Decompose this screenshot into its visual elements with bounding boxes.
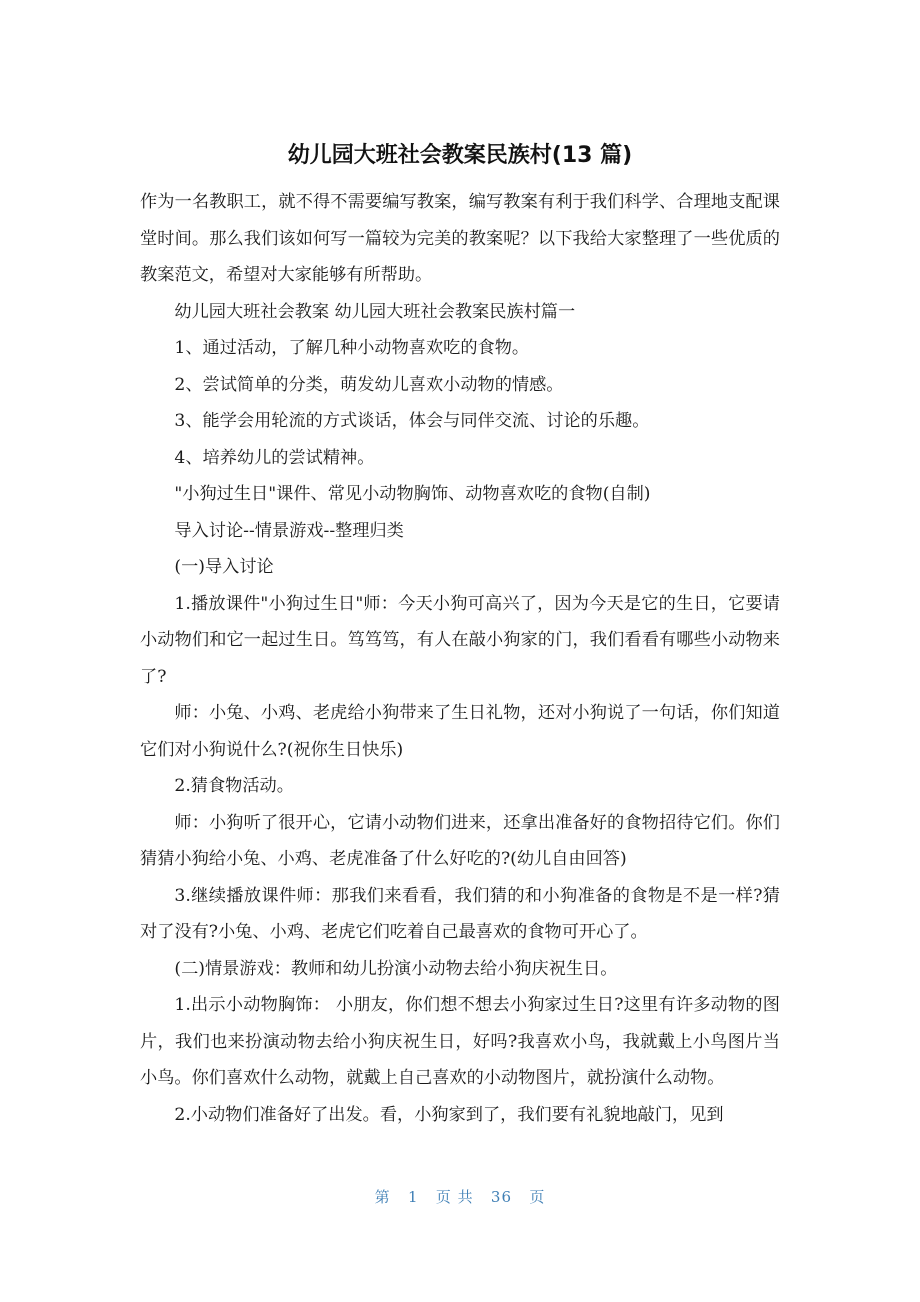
step-heading: (一)导入讨论 (174, 557, 274, 577)
section-heading: 幼儿园大班社会教案 幼儿园大班社会教案民族村篇一 (174, 301, 576, 322)
goal-item: 3、能学会用轮流的方式谈话，体会与同伴交流、讨论的乐趣。 (174, 411, 650, 431)
page-number-footer (0, 1186, 920, 1208)
goal-item: 1、通过活动，了解几种小动物喜欢吃的食物。 (174, 338, 530, 358)
body-paragraph: 师：小狗听了很开心，它请小动物们进来，还拿出准备好的食物招待它们。你们猜猜小狗给小兔、小鸡、老虎准备了什么好吃的?(幼儿自由回答) (140, 812, 780, 869)
process-outline: 导入讨论--情景游戏--整理归类 (174, 520, 404, 541)
goal-item: 2、尝试简单的分类，萌发幼儿喜欢小动物的情感。 (174, 374, 564, 395)
body-paragraph: 1.播放课件"小狗过生日"师：今天小狗可高兴了，因为今天是它的生日，它要请小动物们和它一起过生日。笃笃笃，有人在敲小狗家的门，我们看看有哪些小动物来了? (140, 593, 780, 687)
page-current: 1 (407, 1188, 419, 1206)
step-heading: (二)情景游戏：教师和幼儿扮演小动物去给小狗庆祝生日。 (174, 958, 618, 979)
body-paragraph: 2.猜食物活动。 (174, 776, 294, 796)
materials-paragraph: "小狗过生日"课件、常见小动物胸饰、动物喜欢吃的食物(自制) (174, 484, 651, 504)
body-paragraph: 2.小动物们准备好了出发。看，小狗家到了，我们要有礼貌地敲门，见到 (174, 1104, 724, 1125)
intro-paragraph: 作为一名教职工，就不得不需要编写教案，编写教案有利于我们科学、合理地支配课堂时间。那么我们该如何写一篇较为完美的教案呢？以下我给大家整理了一些优质的教案范文，希望对大家能够有所帮助。 (140, 192, 780, 285)
goal-item: 4、培养幼儿的尝试精神。 (174, 447, 375, 468)
document-body (140, 184, 780, 1133)
page-middle: 页 共 (435, 1188, 474, 1206)
page-suffix: 页 (529, 1188, 546, 1206)
page-prefix: 第 (374, 1188, 391, 1206)
body-paragraph: 1.出示小动物胸饰： 小朋友，你们想不想去小狗家过生日?这里有许多动物的图片，我们也来扮演动物去给小狗庆祝生日，好吗?我喜欢小鸟，我就戴上小鸟图片当小鸟。你们喜欢什么动物，就戴上自己喜欢的小动物图片，就扮演什么动物。 (140, 995, 780, 1088)
document-title: 幼儿园大班社会教案民族村(13 篇) (287, 143, 633, 168)
page-total: 36 (490, 1188, 513, 1206)
body-paragraph: 3.继续播放课件师：那我们来看看，我们猜的和小狗准备的食物是不是一样?猜对了没有?小兔、小鸡、老虎它们吃着自己最喜欢的食物可开心了。 (140, 885, 780, 942)
body-paragraph: 师：小兔、小鸡、老虎给小狗带来了生日礼物，还对小狗说了一句话，你们知道它们对小狗说什么?(祝你生日快乐) (140, 703, 780, 760)
